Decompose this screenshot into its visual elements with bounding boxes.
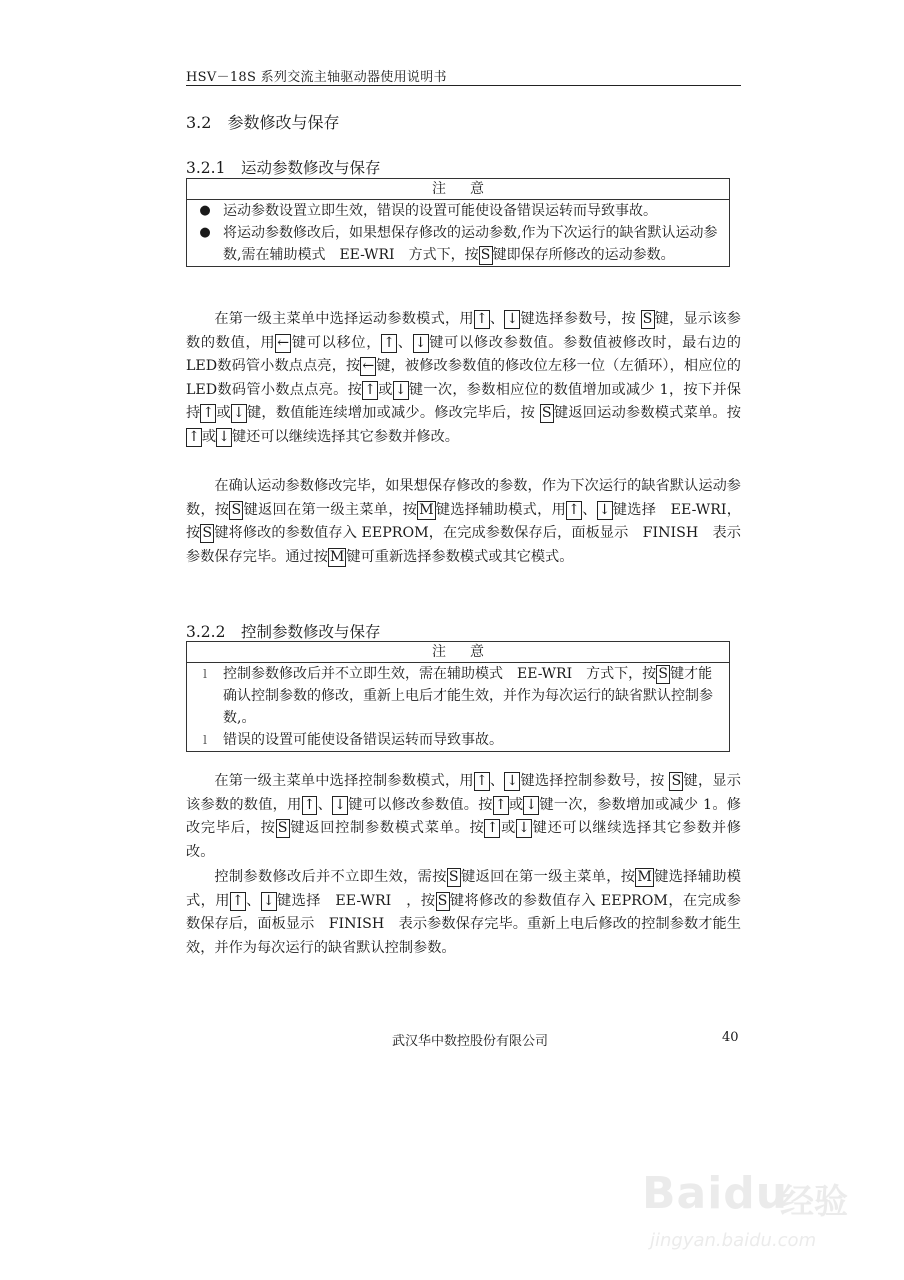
key-label-box: ↑ <box>188 428 200 445</box>
note-box-2 <box>186 641 730 752</box>
key-label-box: ↓ <box>218 428 230 445</box>
text-run: 或 <box>201 428 217 445</box>
subsection-title-1: 3.2.1 运动参数修改与保存 <box>186 159 381 177</box>
watermark-logo: Baidu <box>642 1168 789 1219</box>
key-label-box: ↑ <box>486 820 499 836</box>
note-text <box>223 729 729 751</box>
key-label-box: ↑ <box>568 501 580 518</box>
key-label-box: ↓ <box>598 501 611 518</box>
key-label-box: S <box>669 772 683 791</box>
text-run: 键选择 EE-WRI，按 <box>186 501 741 541</box>
text-run: 键即保存所修改的运动参数。 <box>492 247 675 263</box>
text-run: 键，被修改参数值的修改位左移一位（左循环），相应位的 LED数码管小数点点亮。按 <box>186 358 741 398</box>
text-run: 、 <box>245 892 261 909</box>
key-label-box: ↑ <box>364 381 376 398</box>
text-run: 键选择参数号，按 <box>520 311 641 327</box>
text-run: 将运动参数修改后，如果想保存修改的运动参数,作为下次运行的缺省默认运动参数,需在辅助模式 EE-WRI 方式下，按 <box>223 225 718 263</box>
key-label-box: ↑ <box>231 892 244 909</box>
text-run: 、 <box>397 334 413 351</box>
key-label-box: ← <box>277 334 290 351</box>
note-item <box>187 200 729 222</box>
header-title: HSV－18S 系列交流主轴驱动器使用说明书 <box>186 70 447 85</box>
key-label-box: ← <box>362 358 375 374</box>
key-label-box: S <box>540 404 554 423</box>
watermark-cn: 经验 <box>780 1182 848 1222</box>
key-label-box: ↓ <box>414 334 427 351</box>
text-run: 键才能确认控制参数的修改，重新上电后才能生效，并作为每次运行的缺省默认控制参数,。 <box>223 666 713 726</box>
key-label-box: ↓ <box>232 405 245 421</box>
text-run: 键选择辅助模式，用 <box>186 869 741 909</box>
note-item <box>187 222 729 266</box>
text-run: 在第一级主菜单中选择运动参数模式，用 <box>214 311 474 327</box>
subsection-title-2: 3.2.2 控制参数修改与保存 <box>186 623 381 641</box>
bullet-icon: ● <box>199 225 211 240</box>
text-run: 控制参数修改后并不立即生效，需按 <box>214 869 447 885</box>
key-label-box: ↑ <box>202 405 215 421</box>
text-run: 键可以移位， <box>291 334 382 351</box>
key-label-box: ↑ <box>303 796 316 813</box>
key-label-box: S <box>479 246 493 265</box>
note-title-2: 注意 <box>187 642 729 663</box>
text-run: 键还可以继续选择其它参数并修改。 <box>231 428 459 445</box>
bullet-icon: ● <box>199 203 211 218</box>
text-run: 或 <box>216 405 231 421</box>
list-marker-icon: l <box>203 733 207 747</box>
text-run: 、 <box>581 501 597 518</box>
text-run: 键选择控制参数号，按 <box>520 773 670 789</box>
text-run: 或 <box>378 381 393 398</box>
note-text <box>223 222 729 266</box>
text-run: 键返回在第一级主菜单，按 <box>243 501 418 518</box>
key-label-box: ↓ <box>518 820 530 836</box>
key-label-box: S <box>276 819 290 838</box>
baidu-watermark <box>640 1150 870 1260</box>
key-label-box: S <box>447 868 461 887</box>
text-run: 控制参数修改后并不立即生效，需在辅助模式 EE-WRI 方式下，按 <box>223 666 657 682</box>
text-run: 键返回运动参数模式菜单。按 <box>553 405 741 421</box>
key-label-box: M <box>637 869 652 885</box>
text-run: 在第一级主菜单中选择控制参数模式，用 <box>214 773 474 789</box>
text-run: 键选择辅助模式，用 <box>435 501 567 518</box>
text-run: 键，显示该参数的数值，用 <box>186 773 741 813</box>
key-label-box: ↓ <box>506 311 519 327</box>
text-run: 、 <box>489 311 505 327</box>
key-label-box: S <box>200 524 214 543</box>
note-text <box>223 663 729 729</box>
key-label-box: S <box>436 892 450 911</box>
watermark-url: jingyan.baidu.com <box>650 1230 817 1251</box>
text-run: 键可以修改参数值。参数值被修改时，最右边的 LED数码管小数点点亮，按 <box>186 334 741 374</box>
footer-company: 武汉华中数控股份有限公司 <box>392 1034 549 1049</box>
text-run: 键可重新选择参数模式或其它模式。 <box>346 548 574 565</box>
key-label-box: ↓ <box>334 796 347 813</box>
text-run: 键返回控制参数模式菜单。按 <box>289 820 485 836</box>
key-label-box: ↓ <box>262 892 275 909</box>
text-run: 键可以修改参数值。按 <box>348 796 493 813</box>
key-label-box: M <box>419 501 434 518</box>
text-run: 键，数值能连续增加或减少。修改完毕后，按 <box>246 405 540 421</box>
text-run: 、 <box>317 796 333 813</box>
text-run: 运动参数设置立即生效，错误的设置可能使设备错误运转而导致事故。 <box>223 203 657 219</box>
text-run: 键，显示该参数的数值，用 <box>186 311 741 351</box>
text-run: 在确认运动参数修改完毕，如果想保存修改的参数，作为下次运行的缺省默认运动参数，按 <box>186 478 741 518</box>
note-item <box>187 663 729 729</box>
page-number: 40 <box>722 1030 739 1045</box>
text-run: 键将修改的参数值存入 EEPROM，在完成参数保存后，面板显示 FINISH 表示参数保存完毕。重新上电后修改的控制参数才能生效，并作为每次运行的缺省默认控制参数。 <box>186 892 741 956</box>
text-run: 键将修改的参数值存入 EEPROM，在完成参数保存后，面板显示 FINISH 表示参数保存完毕。通过按 <box>186 525 741 565</box>
note-item <box>187 729 729 751</box>
key-label-box: ↑ <box>475 311 488 327</box>
paragraph <box>186 308 741 449</box>
text-run: 键一次，参数相应位的数值增加或减少 1，按下并保持 <box>186 381 741 421</box>
paragraph <box>186 866 741 960</box>
header-rule <box>186 85 741 86</box>
key-label-box: S <box>229 501 243 520</box>
key-label-box: ↓ <box>525 796 538 813</box>
note-box-1 <box>186 178 730 267</box>
paragraph <box>186 770 741 864</box>
key-label-box: ↑ <box>475 773 488 789</box>
text-run: 键一次，参数增加或减少 1。修改完毕后，按 <box>186 796 741 836</box>
key-label-box: S <box>656 665 670 684</box>
list-marker-icon: l <box>203 667 207 681</box>
text-run: 或 <box>508 796 524 813</box>
key-label-box: ↓ <box>506 773 519 789</box>
note-text <box>223 200 729 222</box>
text-run: 、 <box>489 773 505 789</box>
text-run: 键选择 EE-WRI ，按 <box>276 892 436 909</box>
text-run: 键返回在第一级主菜单，按 <box>460 869 636 885</box>
note-title-1: 注意 <box>187 179 729 200</box>
section-title: 3.2 参数修改与保存 <box>186 113 340 132</box>
key-label-box: M <box>329 548 345 565</box>
paragraph <box>186 475 741 569</box>
text-run: 键还可以继续选择其它参数并修改。 <box>186 820 741 860</box>
text-run: 或 <box>500 820 517 836</box>
key-label-box: ↑ <box>494 796 507 813</box>
key-label-box: ↑ <box>383 334 396 351</box>
key-label-box: ↓ <box>394 381 407 398</box>
key-label-box: S <box>641 310 655 329</box>
text-run: 错误的设置可能使设备错误运转而导致事故。 <box>223 732 503 748</box>
